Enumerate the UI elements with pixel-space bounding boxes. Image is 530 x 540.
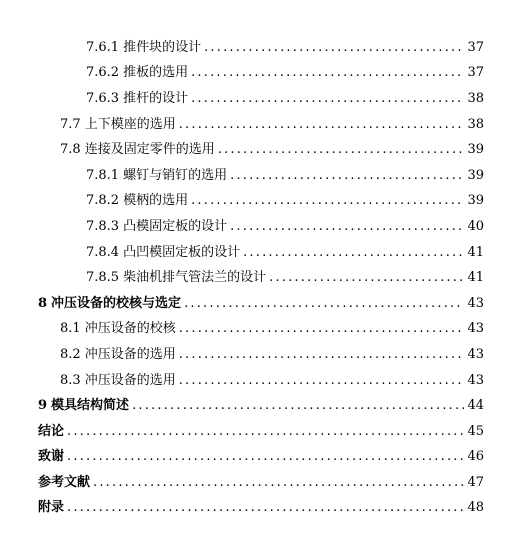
toc-entry-appendix[interactable] xyxy=(0,496,530,522)
toc-entry-title: 凸凹模固定板的设计 xyxy=(123,244,241,260)
toc-entry-7-8[interactable] xyxy=(0,137,530,163)
toc-entry-title: 致谢 xyxy=(38,449,65,465)
toc-entry-7-8-5[interactable] xyxy=(0,265,530,291)
toc-entry-8[interactable] xyxy=(0,291,530,317)
toc-entry-page: 40 xyxy=(467,218,484,234)
toc-dot-leader xyxy=(179,373,465,389)
toc-dot-leader xyxy=(269,270,464,286)
toc-entry-number: 7.8.3 xyxy=(86,218,120,234)
toc-dot-leader xyxy=(67,449,464,465)
toc-dot-leader xyxy=(93,475,464,491)
toc-entry-title: 冲压设备的选用 xyxy=(84,372,176,388)
toc-entry-page: 41 xyxy=(467,270,484,286)
toc-entry-page: 46 xyxy=(467,449,484,465)
toc-entry-number: 8 xyxy=(38,295,48,311)
toc-dot-leader xyxy=(230,168,464,184)
toc-entry-9[interactable] xyxy=(0,393,530,419)
toc-dot-leader xyxy=(184,296,464,312)
toc-dot-leader xyxy=(191,193,464,209)
toc-dot-leader xyxy=(179,117,465,133)
toc-entry-page: 38 xyxy=(467,116,484,132)
toc-entry-title: 模柄的选用 xyxy=(123,193,189,209)
toc-entry-title: 冲压设备的校核与选定 xyxy=(51,295,182,311)
toc-entry-7-7[interactable] xyxy=(0,112,530,138)
toc-entry-title: 连接及固定零件的选用 xyxy=(84,142,215,158)
toc-dot-leader xyxy=(191,65,464,81)
toc-dot-leader xyxy=(243,245,464,261)
toc-entry-number: 9 xyxy=(38,398,48,414)
toc-entry-number: 7.6.3 xyxy=(86,90,120,106)
toc-entry-title: 推件块的设计 xyxy=(123,39,202,55)
toc-entry-title: 冲压设备的校核 xyxy=(84,321,176,337)
toc-entry-8-2[interactable] xyxy=(0,342,530,368)
toc-dot-leader xyxy=(179,347,465,363)
toc-dot-leader xyxy=(218,142,465,158)
toc-entry-page: 44 xyxy=(467,398,484,414)
toc-entry-number: 7.8.5 xyxy=(86,270,120,286)
toc-entry-acknowledgements[interactable] xyxy=(0,445,530,471)
toc-dot-leader xyxy=(230,219,464,235)
toc-entry-number: 7.6.1 xyxy=(86,39,120,55)
toc-entry-7-6-1[interactable] xyxy=(0,35,530,61)
toc-entry-number: 7.8.4 xyxy=(86,244,120,260)
toc-entry-number: 7.8 xyxy=(60,142,81,158)
toc-entry-7-8-1[interactable] xyxy=(0,163,530,189)
toc-entry-page: 39 xyxy=(467,193,484,209)
toc-entry-page: 45 xyxy=(467,423,484,439)
toc-entry-page: 38 xyxy=(467,90,484,106)
toc-entry-7-6-2[interactable] xyxy=(0,61,530,87)
toc-entry-page: 37 xyxy=(467,39,484,55)
toc-entry-title: 参考文献 xyxy=(38,474,91,490)
toc-entry-title: 结论 xyxy=(38,423,65,439)
toc-entry-title: 柴油机排气管法兰的设计 xyxy=(123,270,267,286)
toc-entry-number: 7.8.2 xyxy=(86,193,120,209)
toc-entry-conclusion[interactable] xyxy=(0,419,530,445)
toc-entry-page: 43 xyxy=(467,295,484,311)
toc-dot-leader xyxy=(191,91,464,107)
toc-entry-title: 推杆的设计 xyxy=(123,90,189,106)
toc-entry-page: 39 xyxy=(467,167,484,183)
toc-entry-title: 螺钉与销钉的选用 xyxy=(123,167,228,183)
toc-dot-leader xyxy=(67,500,464,516)
toc-entry-page: 48 xyxy=(467,500,484,516)
toc-entry-7-6-3[interactable] xyxy=(0,86,530,112)
toc-entry-title: 凸模固定板的设计 xyxy=(123,218,228,234)
toc-entry-page: 43 xyxy=(467,321,484,337)
toc-dot-leader xyxy=(179,321,465,337)
toc-entry-number: 7.7 xyxy=(60,116,81,132)
toc-entry-title: 推板的选用 xyxy=(123,65,189,81)
table-of-contents xyxy=(0,35,530,521)
toc-entry-7-8-3[interactable] xyxy=(0,214,530,240)
toc-entry-title: 附录 xyxy=(38,500,65,516)
toc-entry-title: 冲压设备的选用 xyxy=(84,346,176,362)
toc-entry-8-1[interactable] xyxy=(0,317,530,343)
toc-entry-page: 47 xyxy=(467,474,484,490)
toc-entry-references[interactable] xyxy=(0,470,530,496)
toc-entry-page: 43 xyxy=(467,346,484,362)
toc-entry-page: 39 xyxy=(467,142,484,158)
toc-entry-page: 37 xyxy=(467,65,484,81)
toc-entry-number: 7.8.1 xyxy=(86,167,120,183)
toc-entry-title: 模具结构简述 xyxy=(51,398,130,414)
toc-dot-leader xyxy=(132,398,464,414)
toc-entry-7-8-4[interactable] xyxy=(0,240,530,266)
toc-entry-number: 8.1 xyxy=(60,321,81,337)
toc-entry-7-8-2[interactable] xyxy=(0,189,530,215)
toc-entry-title: 上下模座的选用 xyxy=(84,116,176,132)
toc-entry-page: 43 xyxy=(467,372,484,388)
toc-entry-number: 7.6.2 xyxy=(86,65,120,81)
toc-dot-leader xyxy=(67,424,464,440)
toc-entry-8-3[interactable] xyxy=(0,368,530,394)
toc-dot-leader xyxy=(204,40,464,56)
toc-entry-number: 8.3 xyxy=(60,372,81,388)
toc-entry-page: 41 xyxy=(467,244,484,260)
toc-entry-number: 8.2 xyxy=(60,346,81,362)
